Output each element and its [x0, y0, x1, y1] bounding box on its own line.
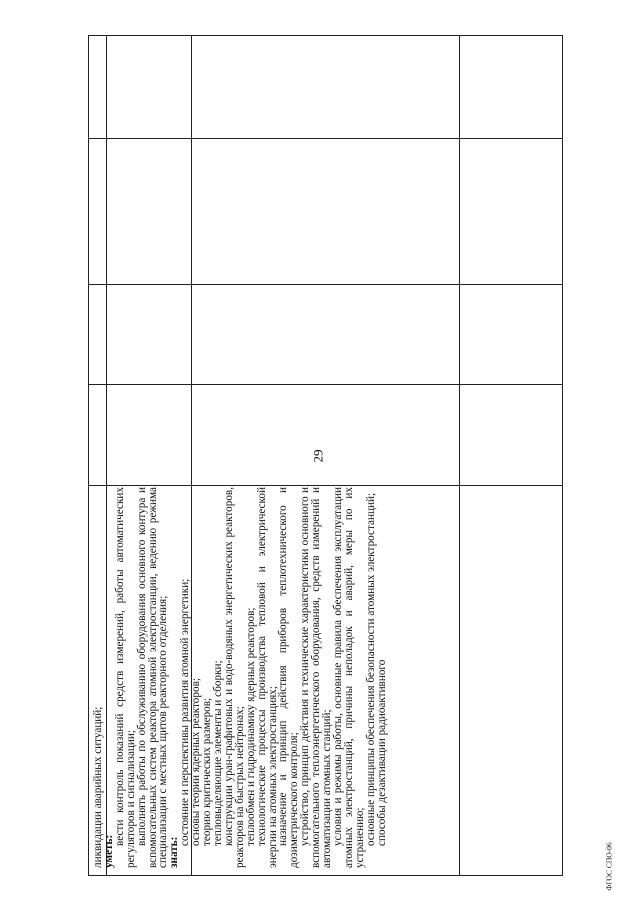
- text-line: устройство, принцип действия и технические характеристики основного и вспомогательного теплоэнергетического оборудования, средств измерений и автоматизации атомных станций;: [299, 487, 334, 868]
- text-line: тепловыделяющие элементы и сборки;: [211, 660, 224, 846]
- competency-text: [91, 485, 559, 870]
- text-heading: знать:: [168, 836, 181, 868]
- text-line: вести контроль показаний средств измерений, работы автоматических регуляторов и сигнализации;: [113, 487, 137, 868]
- text-line: технологические процессы производства тепловой и электрической энергии на атомных электростанциях;: [255, 487, 279, 868]
- text-line: условия и режимы работы, основные правила обеспечения эксплуатации атомных электростанций, причины неполадок и аварий, меры по их устранению;: [331, 487, 366, 868]
- text-line: ликвидации аварийных ситуаций;: [92, 706, 104, 868]
- text-line: способы дезактивации радиоактивного: [375, 659, 388, 846]
- text-line: выполнять работы по обслуживанию оборудования основного контура и вспомогательных систем реактора атомной электростанции, ведению режима специализации с местных щитов реакторного отделения;: [135, 487, 170, 868]
- footer-code: ФГОС СПО-06: [604, 842, 614, 891]
- text-line: конструкции уран-графитовых и водо-водяных энергетических реакторов, реакторов на быстрых нейтронах;: [222, 487, 246, 868]
- row-divider: [88, 384, 563, 385]
- text-line: основные принципы обеспечения безопасности атомных электростанций;: [364, 492, 377, 846]
- text-line: основы теории ядерных реакторов;: [190, 678, 203, 846]
- text-line: теорию критических размеров;: [201, 697, 214, 846]
- row-divider: [88, 138, 563, 139]
- text-line: назначение и принцип действия приборов теплотехнического и дозиметрического контроля;: [277, 487, 301, 868]
- text-line: теплообмен и гидродинамику ядерных реакторов;: [244, 607, 257, 846]
- text-line: состояние и перспективы развития атомной энергетики;: [179, 578, 192, 846]
- page-number: 29: [310, 449, 326, 463]
- row-divider: [88, 284, 563, 285]
- text-heading: уметь:: [102, 834, 115, 868]
